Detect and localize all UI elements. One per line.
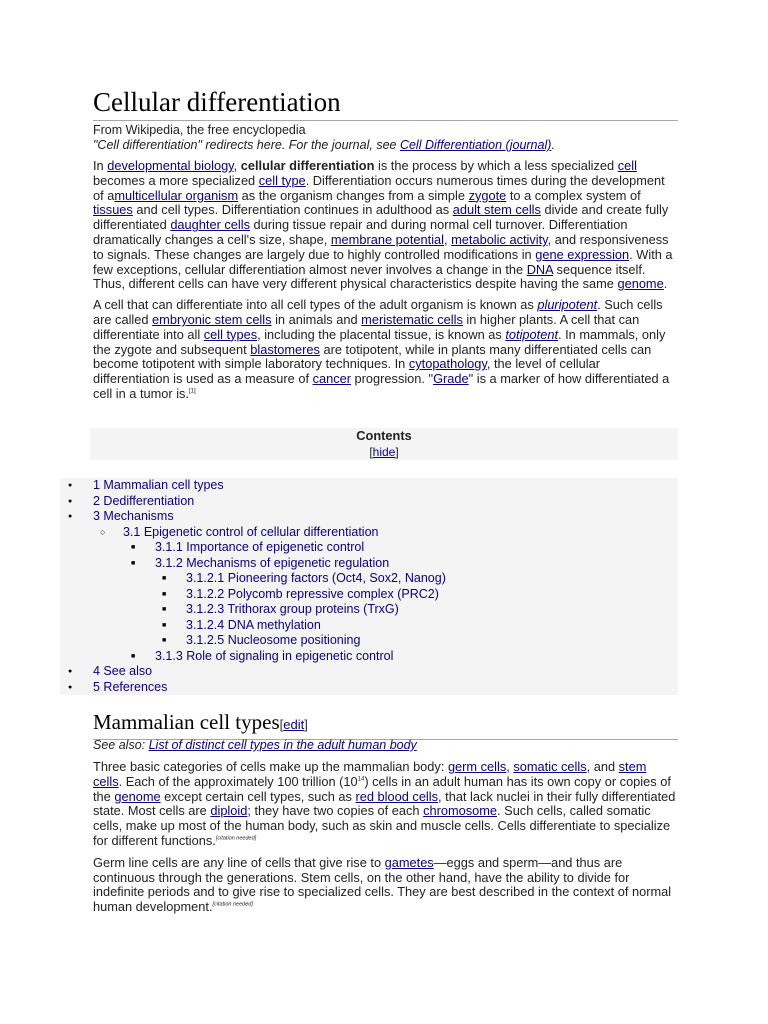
toc-link[interactable]: 3.1.1 Importance of epigenetic control bbox=[155, 540, 365, 554]
wiki-link[interactable]: zygote bbox=[468, 187, 507, 203]
wiki-link[interactable]: tissues bbox=[93, 202, 133, 218]
article-body bbox=[93, 84, 678, 402]
toc-link[interactable]: 3.1.2.2 Polycomb repressive complex (PRC2) bbox=[186, 586, 439, 601]
wiki-link[interactable]: daughter cells bbox=[170, 217, 250, 233]
wiki-link[interactable]: totipotent bbox=[505, 326, 559, 342]
wiki-link[interactable]: cancer bbox=[312, 371, 351, 387]
toc-link[interactable]: 3 Mechanisms bbox=[93, 509, 174, 523]
bullet-icon: ■ bbox=[131, 652, 136, 660]
text-run: . Each of the approximately 100 trillion (10 bbox=[118, 773, 358, 789]
wiki-link[interactable]: DNA bbox=[526, 261, 553, 277]
wiki-link[interactable]: diploid bbox=[210, 803, 248, 819]
bullet-icon: ■ bbox=[162, 637, 167, 644]
wiki-link[interactable]: cytopathology bbox=[408, 356, 487, 372]
wiki-link[interactable]: multicellular organism bbox=[114, 187, 239, 203]
bullet-icon: ■ bbox=[131, 559, 136, 567]
reference-sup[interactable]: [1] bbox=[189, 388, 196, 395]
text-run: divide and create fully differentiated bbox=[93, 202, 669, 233]
wiki-link[interactable]: pluripotent bbox=[537, 297, 598, 313]
wiki-link[interactable]: red blood cells bbox=[355, 788, 439, 804]
toc-link[interactable]: 3.1.2 Mechanisms of epigenetic regulation bbox=[155, 555, 390, 570]
toc-toggle bbox=[90, 445, 678, 459]
text-run: as the organism changes from a simple bbox=[238, 187, 469, 203]
bullet-icon: ● bbox=[68, 513, 73, 520]
text-run: Germ line cells are any line of cells that give rise to bbox=[93, 854, 385, 870]
toc-link[interactable]: 3.1.2.5 Nucleosome positioning bbox=[186, 633, 361, 647]
text-run: In bbox=[93, 158, 108, 173]
wiki-link[interactable]: metabolic activity bbox=[451, 231, 548, 247]
text-run: . In mammals, only the zygote and subsequent bbox=[93, 326, 666, 357]
bullet-icon: ○ bbox=[100, 526, 106, 537]
text-run: progression. " bbox=[351, 371, 434, 387]
toc-link[interactable]: 3.1.2.4 DNA methylation bbox=[186, 617, 321, 632]
bullet-icon: ● bbox=[68, 683, 73, 691]
hatnote-end: . bbox=[551, 138, 555, 152]
citation-needed[interactable]: [citation needed] bbox=[215, 835, 257, 842]
text-run: " is a marker of how differentiated a cell in a tumor is. bbox=[93, 371, 670, 401]
wiki-link[interactable]: genome bbox=[114, 788, 161, 804]
wiki-link[interactable]: gene expression bbox=[535, 246, 630, 262]
section-paragraph-2 bbox=[93, 856, 678, 915]
edit-link[interactable]: edit bbox=[283, 717, 305, 732]
toc-link[interactable]: 4 See also bbox=[93, 664, 153, 678]
hatnote-link[interactable]: Cell Differentiation (journal) bbox=[399, 138, 552, 152]
toc-hide-close: ] bbox=[395, 445, 399, 459]
hatnote bbox=[93, 138, 678, 153]
text-run: ) cells in an adult human has its own copy or copies of the bbox=[93, 773, 671, 804]
toc-item[interactable] bbox=[60, 602, 678, 618]
bullet-icon: ■ bbox=[131, 544, 136, 551]
toc-header bbox=[90, 428, 678, 460]
wiki-link[interactable]: adult stem cells bbox=[452, 202, 541, 218]
see-also-note bbox=[93, 738, 678, 753]
text-run: becomes a more specialized bbox=[93, 172, 259, 188]
toc-list bbox=[60, 478, 678, 695]
toc-item[interactable] bbox=[60, 587, 678, 603]
hatnote-text: "Cell differentiation" redirects here. For the journal, see bbox=[93, 138, 400, 152]
wiki-link[interactable]: somatic cells bbox=[513, 759, 587, 774]
section-paragraph-1 bbox=[93, 760, 678, 849]
toc-item[interactable] bbox=[60, 525, 678, 541]
bullet-icon: ● bbox=[68, 668, 73, 675]
intro-paragraph-2 bbox=[93, 298, 678, 402]
bullet-icon: ■ bbox=[162, 606, 167, 613]
bullet-icon: ● bbox=[68, 497, 73, 505]
toc-item[interactable] bbox=[60, 494, 678, 510]
toc-item[interactable] bbox=[60, 680, 678, 696]
text-run: , bbox=[233, 158, 241, 173]
text-run: and cell types. Differentiation continues in adulthood as bbox=[132, 202, 453, 218]
citation-needed[interactable]: [citation needed] bbox=[212, 901, 253, 908]
bullet-icon: ● bbox=[68, 482, 73, 489]
text-run: , including the placental tissue, is known as bbox=[257, 326, 506, 342]
toc-hide-open: [ bbox=[369, 445, 373, 459]
text-run: sequence itself. Thus, different cells can have very different physical characteristics despite having the same bbox=[93, 261, 646, 292]
wiki-link[interactable]: embryonic stem cells bbox=[152, 311, 272, 327]
intro-paragraph-1 bbox=[93, 159, 678, 292]
wiki-link[interactable]: genome bbox=[617, 276, 664, 292]
text-run: are totipotent, while in plants many differentiated cells can become totipotent with simple laboratory techniques. In bbox=[93, 341, 652, 372]
text-run: . Differentiation occurs numerous times during the development of a bbox=[93, 172, 665, 203]
bullet-icon: ■ bbox=[162, 590, 167, 598]
wiki-link[interactable]: cell types bbox=[203, 326, 258, 342]
wiki-link[interactable]: Grade bbox=[433, 371, 469, 387]
see-also-label: See also: bbox=[93, 738, 149, 752]
text-run: . bbox=[663, 276, 668, 292]
text-run: in animals and bbox=[271, 311, 362, 327]
section-title: Mammalian cell types bbox=[93, 710, 280, 734]
text-run: , and responsiveness to signals. These changes are largely due to highly controlled modifications in bbox=[93, 231, 669, 262]
toc-link[interactable]: 2 Dedifferentiation bbox=[93, 493, 195, 508]
wiki-link[interactable]: developmental biology bbox=[107, 158, 234, 173]
text-run: —eggs and sperm—and thus are continuous through the generations. Stem cells, on the other hand, have the ability to divide for indefinite periods and to give rise to specialized cells. They are best described in the context of normal human development. bbox=[93, 854, 672, 915]
wiki-link[interactable]: chromosome bbox=[423, 803, 498, 819]
text-run: A cell that can differentiate into all cell types of the adult organism is known as bbox=[93, 297, 538, 313]
toc-item[interactable] bbox=[60, 556, 678, 572]
wiki-link[interactable]: cell type bbox=[258, 172, 306, 188]
toc-item[interactable] bbox=[60, 664, 678, 680]
toc-link[interactable]: 3.1.3 Role of signaling in epigenetic control bbox=[155, 648, 394, 663]
toc-item[interactable] bbox=[60, 618, 678, 634]
text-run: , and bbox=[586, 759, 619, 774]
wiki-link[interactable]: cell bbox=[617, 158, 637, 173]
toc-item[interactable] bbox=[60, 649, 678, 665]
site-sub: From Wikipedia, the free encyclopedia bbox=[93, 123, 306, 137]
toc-link[interactable]: 3.1.2.3 Trithorax group proteins (TrxG) bbox=[186, 602, 399, 616]
toc-item[interactable] bbox=[60, 509, 678, 525]
text-run: , bbox=[444, 231, 452, 247]
text-run: to a complex system of bbox=[506, 187, 641, 203]
wiki-link[interactable]: germ cells bbox=[447, 759, 507, 774]
wiki-link[interactable]: gametes bbox=[384, 854, 434, 870]
text-run: Three basic categories of cells make up the mammalian body: bbox=[93, 759, 448, 774]
text-run: except certain cell types, such as bbox=[160, 788, 356, 804]
see-also-link[interactable]: List of distinct cell types in the adult human body bbox=[148, 738, 417, 752]
toc-link[interactable]: 5 References bbox=[93, 679, 168, 694]
toc-link[interactable]: 3.1 Epigenetic control of cellular differentiation bbox=[123, 524, 379, 539]
text-run: is the process by which a less specialized bbox=[374, 158, 618, 173]
text-run: , the level of cellular differentiation is used as a measure of bbox=[93, 356, 600, 387]
edit-close: ] bbox=[304, 717, 308, 732]
wiki-link[interactable]: membrane potential bbox=[330, 231, 444, 247]
toc-link[interactable]: 3.1.2.1 Pioneering factors (Oct4, Sox2, Nanog) bbox=[186, 571, 446, 585]
text-run: , bbox=[506, 759, 514, 774]
text-run: , that lack nuclei in their fully differentiated state. Most cells are bbox=[93, 788, 676, 819]
text-run: ; they have two copies of each bbox=[247, 803, 424, 819]
toc-item[interactable] bbox=[60, 540, 678, 556]
section-heading bbox=[93, 708, 678, 740]
text-run: in higher plants. A cell that can differentiate into all bbox=[93, 311, 640, 342]
toc-item[interactable] bbox=[60, 571, 678, 587]
bullet-icon: ■ bbox=[162, 575, 167, 582]
wiki-link[interactable]: blastomeres bbox=[250, 341, 320, 357]
bold-term: cellular differentiation bbox=[240, 158, 375, 173]
page-title: Cellular differentiation bbox=[93, 84, 678, 121]
edit-open: [ bbox=[279, 717, 284, 732]
toc-item[interactable] bbox=[60, 478, 678, 494]
bullet-icon: ■ bbox=[162, 621, 167, 629]
wiki-link[interactable]: meristematic cells bbox=[361, 311, 463, 327]
reference-sup: 14 bbox=[357, 776, 365, 783]
toc-link[interactable]: 1 Mammalian cell types bbox=[93, 478, 224, 492]
section-body bbox=[93, 737, 678, 915]
toc-hide-link[interactable]: hide bbox=[372, 445, 396, 459]
text-run: during tissue repair and during normal cell turnover. Differentiation dramatically changes a cell's size, shape, bbox=[93, 217, 628, 247]
toc-item[interactable] bbox=[60, 633, 678, 649]
toc-title: Contents bbox=[356, 428, 412, 443]
text-run: . With a few exceptions, cellular differentiation almost never involves a change in the bbox=[93, 246, 673, 277]
text-run: . Such cells, called somatic cells, make up most of the human body, such as skin and muscle cells. Cells differentiate to specialize for different functions. bbox=[93, 803, 671, 848]
wiki-link[interactable]: stem cells bbox=[93, 759, 647, 789]
text-run: . Such cells are called bbox=[93, 297, 663, 327]
